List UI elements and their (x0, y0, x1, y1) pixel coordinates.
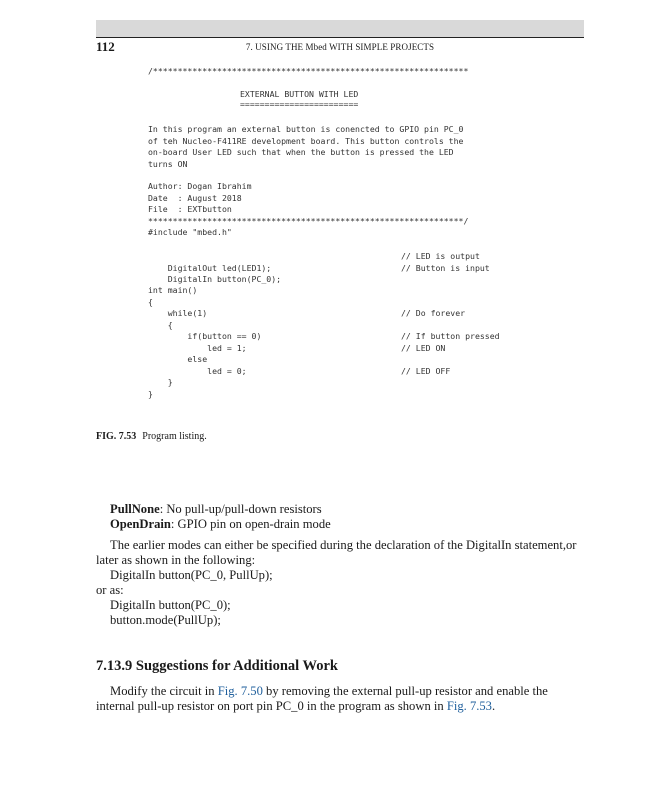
code-author: Author: Dogan Ibrahim (148, 181, 252, 191)
code-main (148, 285, 568, 400)
code-comment: // If button pressed (401, 331, 500, 341)
example-line-3: button.mode(PullUp); (110, 613, 221, 627)
code-line (148, 331, 568, 343)
code-date: Date : August 2018 (148, 192, 242, 203)
code-line (148, 366, 568, 378)
code-description-line: of teh Nucleo-F411RE development board. This button controls the (148, 135, 464, 146)
code-title-underline: ======================== (240, 99, 359, 109)
code-title: EXTERNAL BUTTON WITH LED (240, 89, 359, 99)
code-include: #include "mbed.h" (148, 227, 232, 237)
code-line (148, 308, 568, 320)
suggestions-paragraph (96, 684, 584, 714)
mode-pullnone (96, 502, 584, 517)
suggestion-text: . (491, 699, 496, 713)
figure-caption-text: Program listing. (142, 431, 207, 442)
example-line-1: DigitalIn button(PC_0, PullUp); (110, 568, 273, 582)
header-bar (96, 20, 584, 37)
or-as-text: or as: (96, 583, 124, 597)
code-text: DigitalOut led(LED1); (167, 262, 272, 273)
code-text: while(1) (148, 308, 208, 318)
fig-7-53-link[interactable]: Fig. 7.53 (446, 699, 492, 713)
code-comment: // LED OFF (401, 365, 451, 376)
code-text: int main() (148, 285, 198, 295)
code-text: { (148, 296, 153, 307)
code-line (148, 389, 568, 401)
code-comment: // Button is input (401, 262, 490, 273)
code-file: File : EXTbutton (148, 204, 232, 214)
code-description-line: on-board User LED such that when the button is pressed the LED (148, 147, 454, 157)
example-line-2: DigitalIn button(PC_0); (110, 598, 231, 612)
desc-opendrain: : GPIO pin on open-drain mode (170, 517, 331, 531)
code-text: { (148, 319, 173, 330)
code-line (148, 285, 568, 297)
code-text: led = 1; (148, 342, 247, 353)
code-line (148, 354, 568, 366)
term-opendrain: OpenDrain (110, 517, 171, 531)
mode-opendrain (96, 517, 584, 532)
code-line (148, 297, 568, 309)
page-number: 112 (96, 39, 115, 54)
code-description-line: In this program an external button is conencted to GPIO pin PC_0 (148, 124, 464, 134)
code-line (148, 262, 568, 284)
code-text: if(button == 0) (148, 331, 262, 341)
suggestion-text: Modify the circuit in (110, 684, 218, 698)
modes-paragraph: The earlier modes can either be specified during the declaration of the DigitalIn statement,or later as shown in the following: (96, 538, 577, 567)
code-description-line: turns ON (148, 158, 188, 169)
code-comment: // Do forever (401, 308, 466, 318)
code-comment: // LED is output (401, 251, 480, 261)
figure-caption (96, 431, 207, 442)
desc-pullnone: : No pull-up/pull-down resistors (159, 502, 322, 516)
figure-label: FIG. 7.53 (96, 431, 137, 442)
code-text: } (148, 377, 173, 387)
code-declarations (148, 251, 568, 284)
code-line (148, 377, 568, 389)
code-banner-bottom: ****************************************************************/ (148, 215, 469, 226)
code-line (148, 343, 568, 355)
suggestion-text: by removing the external pull-up resistor and enable the internal pull-up resistor on port pin PC_0 in the program as shown in (96, 684, 548, 713)
running-head: 7. USING THE Mbed WITH SIMPLE PROJECTS (245, 42, 435, 52)
code-line (148, 320, 568, 332)
term-pullnone: PullNone (110, 502, 160, 516)
code-comment: // LED ON (401, 342, 446, 353)
header-rule (96, 37, 584, 38)
fig-7-50-link[interactable]: Fig. 7.50 (217, 684, 263, 698)
section-heading: 7.13.9 Suggestions for Additional Work (96, 658, 338, 674)
code-banner-top: /**************************************************************** (148, 66, 469, 76)
code-text: } (148, 388, 153, 399)
code-text: DigitalIn button(PC_0); (167, 274, 282, 284)
code-text: led = 0; (148, 365, 247, 376)
code-text: else (148, 354, 208, 364)
